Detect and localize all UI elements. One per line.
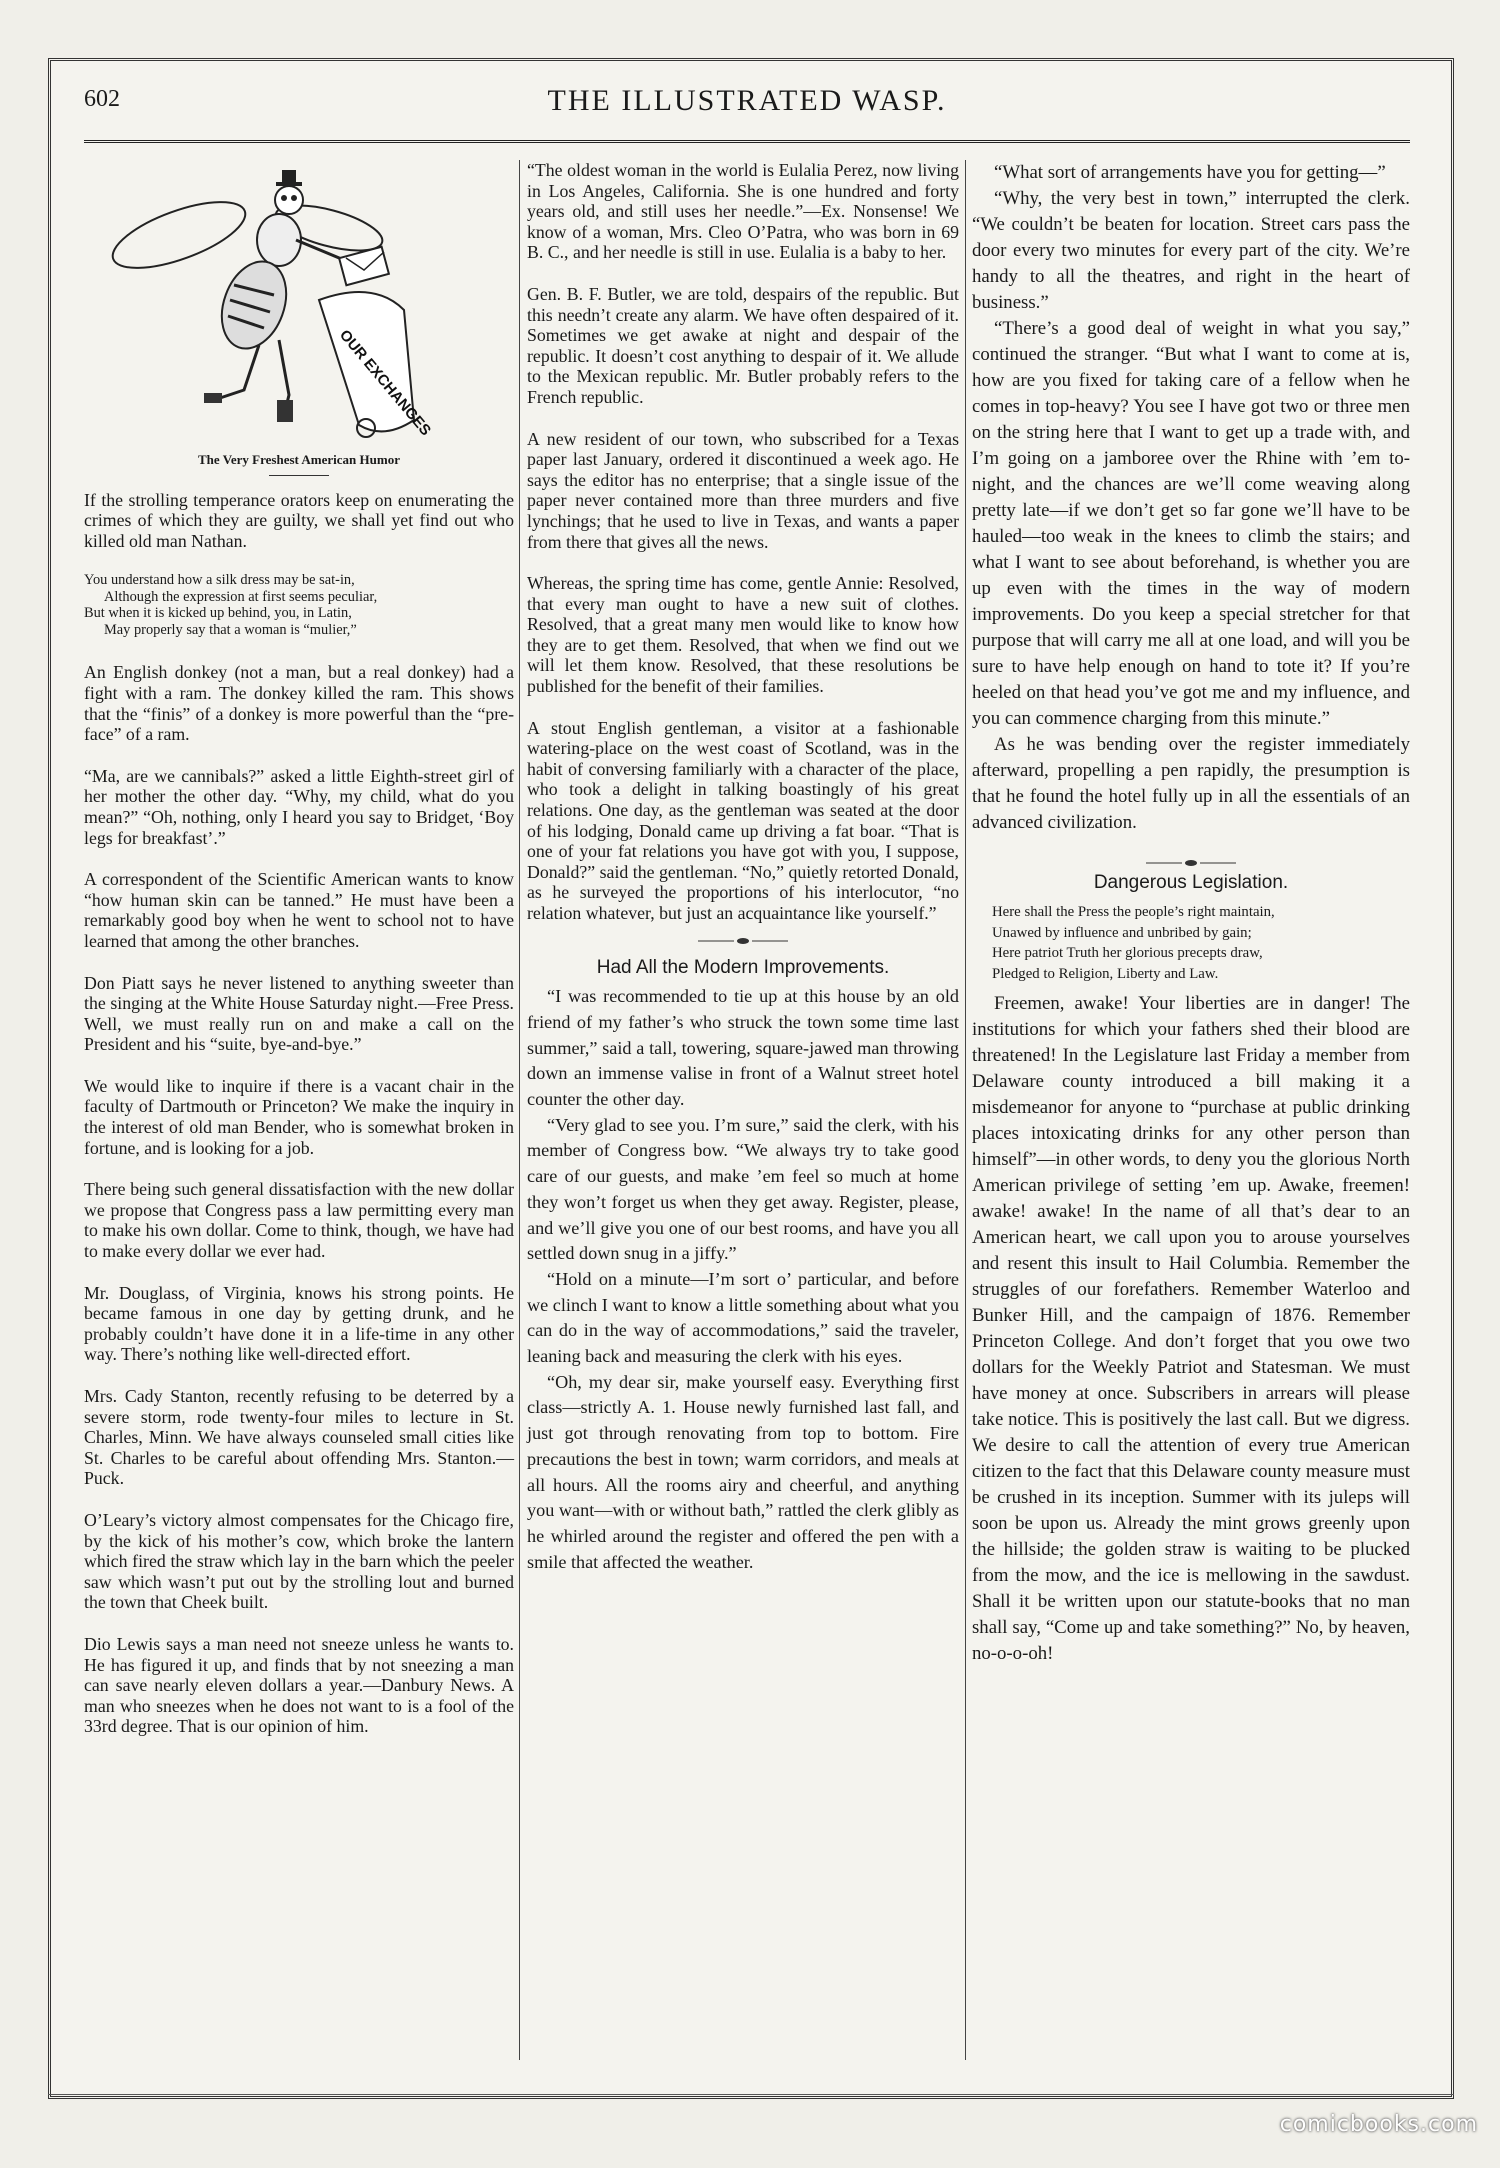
ornament-divider xyxy=(527,930,959,942)
article-heading: Dangerous Legislation. xyxy=(1093,872,1289,893)
paragraph: As he was bending over the register immediately afterward, propelling a pen rapidly, the presumption is that he found the hotel fully up in all the essentials of an advanced civilization. xyxy=(972,734,1410,833)
poem-line: You understand how a silk dress may be sat-in, xyxy=(84,572,355,589)
paragraph: A stout English gentleman, a visitor at a fashionable watering-place on the west coast of Scotland, was in the habit of conversing familiarly with a character of the place, who took a delight in talking boastingly of his great relations. One day, as the gentleman was seated at the door of his lodging, Donald came up driving a fat boar. “That is one of your fat relations you have got with you, I suppose, Donald?” said the gentleman. “No,” quietly retorted Donald, as he surveyed the proportions of his interlocutor, “no relation whatever, but just an acquaintance like yourself.” xyxy=(527,717,959,923)
ornament-divider xyxy=(972,850,1410,862)
column-divider xyxy=(519,160,520,2060)
column-divider xyxy=(965,160,966,2060)
paragraph: Gen. B. F. Butler, we are told, despairs of the republic. But this needn’t create any alarm. We have often despaired of it. Sometimes we get awake at night and despair of the republic. It doesn’t cost anything to despair of it. We allude to the Mexican republic. Mr. Butler probably refers to the French republic. xyxy=(527,283,959,407)
divider xyxy=(269,475,329,476)
paragraph: Whereas, the spring time has come, gentle Annie: Resolved, that every man ought to have a new suit of clothes. Resolved, that a great many men would like to know how they are to get them. Resolved, that when we find out we will let them know. Resolved, that these resolutions be published for the benefit of their families. xyxy=(527,573,959,697)
verse-line: Here shall the Press the people’s right maintain, xyxy=(992,904,1275,920)
banner-text: OUR EXCHANGES xyxy=(335,326,435,440)
verse-line: Unawed by influence and unbribed by gain; xyxy=(992,924,1252,941)
paragraph: Dio Lewis says a man need not sneeze unless he wants to. He has figured it up, and finds that by not sneezing a man can save nearly eleven dollars a year.—Danbury News. A man who sneezes when he does not want to is a fool of the 33rd degree. That is our opinion of him. xyxy=(84,1633,514,1737)
column-middle xyxy=(527,160,959,1575)
epigraph-verse xyxy=(992,902,1410,985)
verse-line: Here patriot Truth her glorious precepts draw, xyxy=(992,945,1263,962)
poem-line: May properly say that a woman is “mulier,” xyxy=(104,621,357,638)
paragraph: “Hold on a minute—I’m sort o’ particular, and before we clinch I want to know a little something about what you can do in the way of accommodations,” said the traveler, leaning back and measuring the clerk with his eyes. xyxy=(527,1268,959,1367)
paragraph: “Very glad to see you. I’m sure,” said the clerk, with his member of Congress bow. “We always try to take good care of our guests, and make ’em feel so much at home they won’t forget us when they get away. Register, please, and we’ll give you one of our best rooms, and have you all settled down snug in a jiffy.” xyxy=(527,1114,959,1264)
page-header xyxy=(84,80,1410,140)
paragraph: There being such general dissatisfaction with the new dollar we propose that Congress pass a law permitting every man to make his own dollar. Come to think, though, we have had to make every dollar we ever had. xyxy=(84,1179,514,1262)
page-number: 602 xyxy=(84,86,120,112)
paragraph: A new resident of our town, who subscribed for a Texas paper last January, ordered it discontinued a week ago. He says the editor has no enterprise; that a single issue of the paper never contained more than three murders and five lynchings; that he used to live in Texas, and wants a paper from there that gives all the news. xyxy=(527,428,959,552)
paragraph: “Why, the very best in town,” interrupted the clerk. “We couldn’t be beaten for location. Street cars pass the door every two minutes for every part of the city. We’re handy to all the theatres, and right in the heart of business.” xyxy=(972,188,1410,313)
article-heading: Had All the Modern Improvements. xyxy=(596,956,890,978)
paragraph: Mrs. Cady Stanton, recently refusing to be deterred by a severe storm, rode twenty-four miles to lecture in St. Charles, Minn. We have always counseled small cities like St. Charles to be careful about offending Mrs. Stanton.—Puck. xyxy=(84,1386,514,1489)
paragraph: “Oh, my dear sir, make yourself easy. Everything first class—strictly A. 1. House newly furnished last fall, and just got through renovating from top to bottom. Fire precautions the best in town; warm corridors, and meals at all hours. All the rooms airy and cheerful, and anything you want—with or without bath,” rattled the clerk glibly as he whirled around the register and offered the pen with a smile that affected the weather. xyxy=(527,1371,959,1572)
poem xyxy=(84,572,514,638)
paragraph: “What sort of arrangements have you for getting—” xyxy=(994,162,1386,183)
wasp-illustration xyxy=(84,160,514,450)
verse-line: Pledged to Religion, Liberty and Law. xyxy=(992,966,1219,983)
cartoon-caption: The Very Freshest American Humor xyxy=(198,452,400,467)
paragraph: “The oldest woman in the world is Eulalia Perez, now living in Los Angeles, California. She is one hundred and forty years old, and still uses her needle.”—Ex. Nonsense! We know of a woman, Mrs. Cleo O’Patra, who was born in 69 B. C., and her needle is still in use. Eulalia is a baby to her. xyxy=(527,160,959,263)
paragraph: Don Piatt says he never listened to anything sweeter than the singing at the White House Saturday night.—Free Press. Well, we must really run on and make a call on the President and his “suite, bye-and-bye.” xyxy=(84,972,514,1055)
paragraph: We would like to inquire if there is a vacant chair in the faculty of Dartmouth or Princeton? We make the inquiry in the interest of old man Bender, who is somewhat broken in fortune, and is looking for a job. xyxy=(84,1075,514,1158)
paragraph: “There’s a good deal of weight in what you say,” continued the stranger. “But what I want to come at is, how are you fixed for taking care of a fellow when he comes in top-heavy? You see I have got two or three men on the string here that I want to get up a trade with, and I’m going on a jamboree over the Rhine with ’em to-night, and the chances are we’ll come weaving along pretty late—if we don’t get so far gone we’ll have to be hauled—too weak in the knees to climb the stairs; and what I want to see about beforehand, is whether you are up even with the times in the way of modern improvements. Do you keep a special stretcher for that purpose that will carry me all at one load, and will you be sure to have help enough on hand to tote it? If you’re heeled on that head you’ve got me and my influence, and you can commence charging from this minute.” xyxy=(972,318,1410,729)
paragraph: O’Leary’s victory almost compensates for the Chicago fire, by the kick of his mother’s cow, which broke the lantern which fired the straw which lay in the barn which the peeler saw which wasn’t put out by the strolling lout and burned the town that Cheek built. xyxy=(84,1509,514,1613)
paragraph: Mr. Douglass, of Virginia, knows his strong points. He became famous in one day by getting drunk, and he probably couldn’t have done it in a life-time in any other way. There’s nothing like well-directed effort. xyxy=(84,1282,514,1365)
paragraph: Freemen, awake! Your liberties are in danger! The institutions for which your fathers shed their blood are threatened! In the Legislature last Friday a member from Delaware county introduced a bill making it a misdemeanor for anyone to “purchase at public drinking places intoxicating drinks for any other person than himself”—in other words, to deny you the glorious North American privilege of setting ’em up. Awake, freemen! awake! awake! In the name of all that’s dear to an American heart, we call upon you to arouse yourselves and resent this insult to Hail Columbia. Remember the struggles of our forefathers. Remember Waterloo and Bunker Hill, and the campaign of 1876. Remember Princeton College. And don’t forget that you owe two dollars for the Weekly Patriot and Statesman. We must have money at once. Subscribers in arrears will please take notice. This is positively the last call. But we digress. We desire to call the attention of every true American citizen to the fact that this Delaware county measure must be crushed in its inception. Summer with its juleps will soon be upon us. Already the mint grows greenly upon the hillside; the golden straw is waiting to be plucked from the mow, and the ice is mellowing in the sawdust. Shall it be written upon our statute-books that no man shall say, “Come up and take something?” No, by heaven, no-o-o-oh! xyxy=(972,992,1410,1664)
poem-line: Although the expression at first seems peculiar, xyxy=(104,588,378,605)
paragraph: A correspondent of the Scientific American wants to know “how human skin can be tanned.” He must have been a remarkably good boy when he went to school not to have learned that among the other branches. xyxy=(84,869,514,951)
paragraph: If the strolling temperance orators keep on enumerating the crimes of which they are guilty, we shall yet find out who killed old man Nathan. xyxy=(84,489,514,551)
masthead-title: THE ILLUSTRATED WASP. xyxy=(547,84,947,117)
column-left xyxy=(84,160,514,1758)
column-right xyxy=(972,160,1410,1667)
poem-line: But when it is kicked up behind, you, in Latin, xyxy=(84,605,352,622)
paragraph: “Ma, are we cannibals?” asked a little Eighth-street girl of her mother the other day. “Why, my child, what do you mean?” “Oh, nothing, only I heard you say to Bridget, ‘Boy legs for breakfast’.” xyxy=(84,765,514,848)
wasp-cartoon xyxy=(84,160,514,450)
paragraph: “I was recommended to tie up at this house by an old friend of my father’s who struck the town some time last summer,” said a tall, towering, square-jawed man throwing down an immense valise in front of a Walnut street hotel counter the other day. xyxy=(527,986,959,1109)
site-watermark: comicbooks.com xyxy=(1279,2112,1478,2137)
paragraph: An English donkey (not a man, but a real donkey) had a fight with a ram. The donkey killed the ram. This shows that the “finis” of a donkey is more powerful than the “pre-face” of a ram. xyxy=(84,662,514,745)
bottom-rule xyxy=(48,2094,1454,2095)
header-rule xyxy=(84,140,1410,143)
